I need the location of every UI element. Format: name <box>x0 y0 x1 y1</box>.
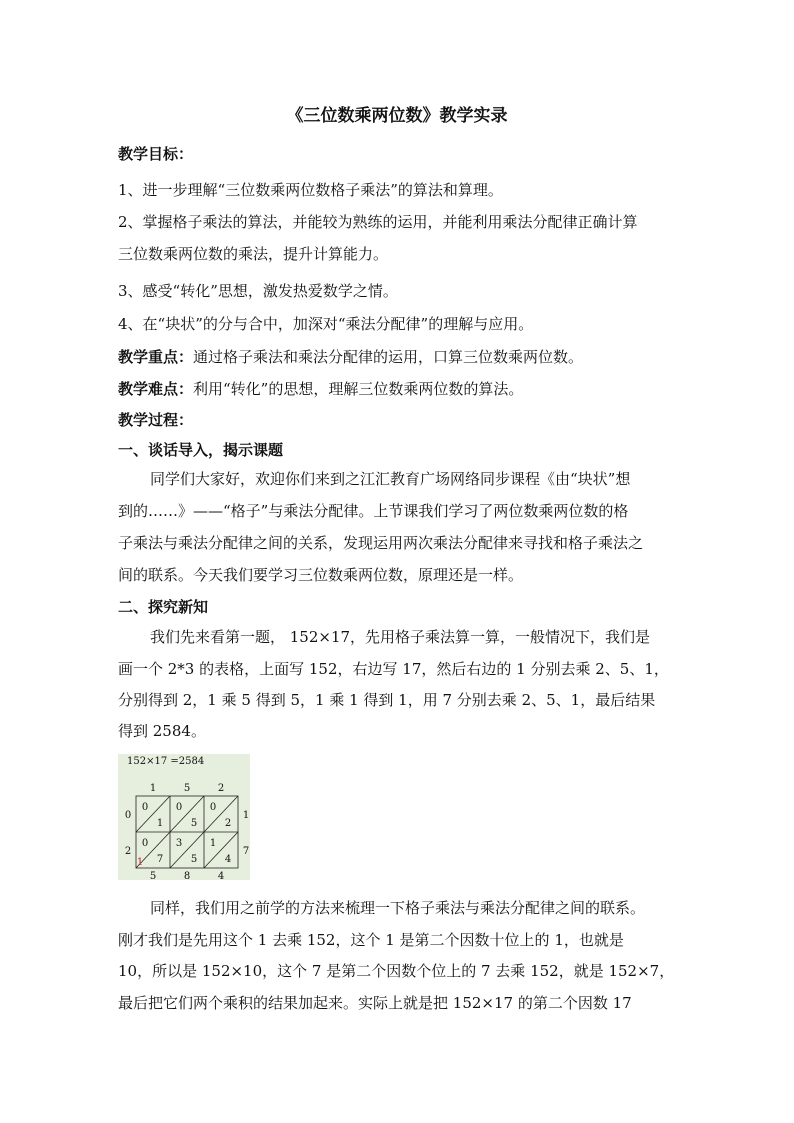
process-heading: 教学过程： <box>118 411 194 429</box>
section2-line: 得到 2584。 <box>118 722 206 740</box>
carry-mark: 1 <box>136 857 144 868</box>
multiplicand-digit: 5 <box>183 783 191 794</box>
section2-line: 分别得到 2，1 乘 5 得到 5，1 乘 1 得到 1，用 7 分别去乘 2、5、1，最后结果 <box>118 691 656 709</box>
cell-tens-digit: 0 <box>141 838 149 849</box>
multiplier-digit: 1 <box>242 810 250 821</box>
goal-line: 1、进一步理解“三位数乘两位数格子乘法”的算法和算理。 <box>118 181 503 199</box>
difficulty-text: 利用“转化”的思想，理解三位数乘两位数的算法。 <box>193 380 524 398</box>
difficulty <box>118 378 680 400</box>
key-point <box>118 346 680 368</box>
lattice-grid <box>118 754 250 880</box>
cell-ones-digit: 2 <box>224 818 232 829</box>
section1-line: 间的联系。今天我们要学习三位数乘两位数，原理还是一样。 <box>118 566 524 584</box>
cell-tens-digit: 0 <box>209 802 217 813</box>
cell-tens-digit: 3 <box>175 838 183 849</box>
figure-caption: 152×17 =2584 <box>127 756 205 767</box>
cell-ones-digit: 7 <box>156 854 164 865</box>
section2-line: 画一个 2*3 的表格，上面写 152，右边写 17，然后右边的 1 分别去乘 2、5、1， <box>118 660 669 678</box>
section2-continued-line: 刚才我们是先用这个 1 去乘 152，这个 1 是第二个因数十位上的 1，也就是 <box>118 931 624 949</box>
cell-tens-digit: 0 <box>175 802 183 813</box>
section2-continued-line: 最后把它们两个乘积的结果加起来。实际上就是把 152×17 的第二个因数 17 <box>118 994 632 1012</box>
goal-line: 3、感受“转化”思想，激发热爱数学之情。 <box>118 282 398 300</box>
multiplicand-digit: 2 <box>217 783 225 794</box>
result-digit: 8 <box>183 871 191 880</box>
goal-line: 2、掌握格子乘法的算法，并能较为熟练的运用，并能利用乘法分配律正确计算 <box>118 213 638 231</box>
result-digit: 4 <box>217 871 225 880</box>
goal-line: 4、在“块状”的分与合中，加深对“乘法分配律”的理解与应用。 <box>118 315 534 333</box>
multiplicand-digit: 1 <box>149 783 157 794</box>
cell-tens-digit: 0 <box>141 802 149 813</box>
result-digit: 5 <box>149 871 157 880</box>
difficulty-label: 教学难点： <box>118 380 194 398</box>
result-digit: 0 <box>124 810 132 821</box>
key-point-label: 教学重点： <box>118 348 194 366</box>
lattice-multiplication-figure <box>118 754 250 880</box>
cell-tens-digit: 1 <box>209 838 217 849</box>
section1-heading: 一、谈话导入，揭示课题 <box>118 441 284 459</box>
section2-continued-line: 10，所以是 152×10，这个 7 是第二个因数个位上的 7 去乘 152，就是 152×7， <box>118 962 675 980</box>
section1-line: 同学们大家好，欢迎你们来到之江汇教育广场网络同步课程《由“块状”想 <box>150 470 631 488</box>
section2-heading: 二、探究新知 <box>118 598 209 616</box>
cell-ones-digit: 1 <box>156 818 164 829</box>
cell-ones-digit: 5 <box>190 854 198 865</box>
goal-line: 三位数乘两位数的乘法，提升计算能力。 <box>118 245 389 263</box>
multiplier-digit: 7 <box>242 846 250 857</box>
goals-heading: 教学目标： <box>118 145 194 163</box>
document-title: 《三位数乘两位数》教学实录 <box>286 106 508 126</box>
section2-continued-line: 同样，我们用之前学的方法来梳理一下格子乘法与乘法分配律之间的联系。 <box>150 899 646 917</box>
key-point-text: 通过格子乘法和乘法分配律的运用，口算三位数乘两位数。 <box>193 348 584 366</box>
result-digit: 2 <box>124 846 132 857</box>
section1-line: 到的……》——“格子”与乘法分配律。上节课我们学习了两位数乘两位数的格 <box>118 502 629 520</box>
cell-ones-digit: 5 <box>190 818 198 829</box>
section1-line: 子乘法与乘法分配律之间的关系，发现运用两次乘法分配律来寻找和格子乘法之 <box>118 534 644 552</box>
section2-line: 我们先来看第一题， 152×17，先用格子乘法算一算，一般情况下，我们是 <box>150 628 651 646</box>
cell-ones-digit: 4 <box>224 854 232 865</box>
